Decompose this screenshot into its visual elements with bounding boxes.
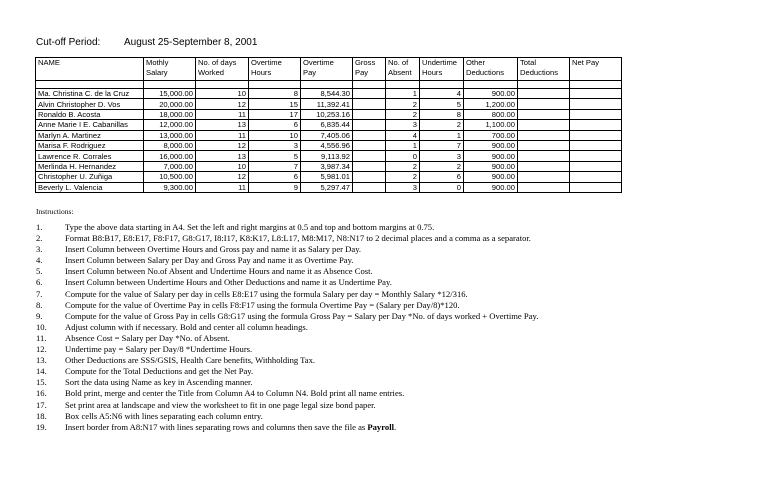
table-cell: 2: [386, 109, 420, 119]
table-cell: [570, 172, 622, 182]
instruction-text: Sort the data using Name as key in Ascending manner.: [65, 377, 253, 388]
table-cell: 4: [420, 89, 464, 99]
table-cell: 3: [386, 120, 420, 130]
instruction-item: [36, 311, 538, 322]
table-cell: 8: [249, 89, 301, 99]
table-cell: [570, 151, 622, 161]
table-cell: 1: [386, 140, 420, 150]
instruction-text: Compute for the value of Salary per day in cells E8:E17 using the formula Salary per day = Monthly Salary *12/316.: [65, 288, 468, 299]
table-cell: 10: [196, 161, 249, 171]
instruction-number: 9.: [36, 310, 43, 321]
instruction-text: Undertime pay = Salary per Day/8 *Undertime Hours.: [65, 344, 253, 355]
table-cell: 20,000.00: [144, 99, 196, 109]
instruction-item: [36, 400, 538, 411]
table-cell: 2: [386, 172, 420, 182]
table-cell: 8,544.30: [301, 89, 353, 99]
table-cell: [353, 182, 386, 192]
instruction-item: [36, 255, 538, 266]
table-cell: [518, 120, 570, 130]
header-other-deductions: Other Deductions: [464, 58, 518, 81]
table-cell: 3: [386, 182, 420, 192]
table-row: [36, 182, 622, 192]
cutoff-period-value: August 25-September 8, 2001: [124, 37, 258, 48]
table-cell: 12: [196, 140, 249, 150]
table-cell: [353, 120, 386, 130]
employee-name-cell: Marisa F. Rodriguez: [36, 140, 144, 150]
table-cell: 6: [249, 172, 301, 182]
empty-cell: [353, 81, 386, 89]
table-cell: [518, 130, 570, 140]
instruction-number: 13.: [36, 355, 47, 366]
instruction-item: [36, 266, 538, 277]
instruction-text: Format B8:B17, E8:E17, F8:F17, G8:G17, I8:I17, K8:K17, L8:L17, M8:M17, N8:N17 to 2 decimal places and a comma as a separator.: [65, 233, 531, 244]
table-cell: 6: [420, 172, 464, 182]
header-total-deductions: Total Deductions: [518, 58, 570, 81]
table-cell: [353, 130, 386, 140]
instruction-text: Compute for the value of Gross Pay in cells G8:G17 using the formula Gross Pay = Salary per Day *No. of days worked + Overtime Pay.: [65, 310, 539, 321]
instruction-item: [36, 300, 538, 311]
instruction-number: 1.: [36, 222, 43, 232]
instruction-item: [36, 333, 538, 344]
instruction-item: [36, 233, 538, 244]
instruction-number: 10.: [36, 321, 47, 332]
table-cell: 900.00: [464, 172, 518, 182]
employee-name-cell: Ronaldo B. Acosta: [36, 109, 144, 119]
instruction-number: 17.: [36, 399, 47, 410]
table-cell: 8,000.00: [144, 140, 196, 150]
table-row: [36, 151, 622, 161]
table-cell: [353, 89, 386, 99]
table-cell: 900.00: [464, 182, 518, 192]
table-cell: 13,000.00: [144, 130, 196, 140]
header-days-worked: No. of days Worked: [196, 58, 249, 81]
table-cell: [518, 161, 570, 171]
instruction-text: Insert border from A8:N17 with lines separating rows and columns then save the file as: [65, 421, 368, 432]
table-cell: 4,556.96: [301, 140, 353, 150]
table-cell: 15: [249, 99, 301, 109]
table-row: [36, 130, 622, 140]
table-row: [36, 140, 622, 150]
instruction-item: [36, 366, 538, 377]
instruction-item: [36, 355, 538, 366]
instructions-title: Instructions:: [36, 207, 74, 216]
table-cell: 0: [386, 151, 420, 161]
instruction-text: Absence Cost = Salary per Day *No. of Absent.: [65, 332, 230, 343]
table-cell: 2: [386, 99, 420, 109]
table-cell: 12: [196, 99, 249, 109]
table-cell: 3: [420, 151, 464, 161]
table-row: [36, 120, 622, 130]
instruction-item: [36, 422, 538, 433]
table-cell: 9,113.92: [301, 151, 353, 161]
instruction-number: 4.: [36, 255, 43, 266]
table-cell: 5: [420, 99, 464, 109]
instruction-text: Compute for the Total Deductions and get the Net Pay.: [65, 366, 254, 377]
employee-name-cell: Lawrence R. Corrales: [36, 151, 144, 161]
table-cell: 11: [196, 109, 249, 119]
instruction-item: [36, 344, 538, 355]
table-cell: 13: [196, 120, 249, 130]
instruction-text: Insert Column between No.of Absent and Undertime Hours and name it as Absence Cost.: [65, 266, 373, 277]
table-cell: 3: [249, 140, 301, 150]
header-name: NAME: [36, 58, 144, 81]
header-overtime-hours: Overtime Hours: [249, 58, 301, 81]
table-cell: [518, 89, 570, 99]
table-cell: 12,000.00: [144, 120, 196, 130]
instruction-end: .: [393, 421, 397, 432]
instruction-text: Compute for the value of Overtime Pay in cells F8:F17 using the formula Overtime Pay = (Salary per Day/8)*120.: [65, 299, 460, 310]
table-cell: 11: [196, 130, 249, 140]
table-cell: 7,000.00: [144, 161, 196, 171]
instruction-number: 12.: [36, 344, 47, 355]
empty-cell: [420, 81, 464, 89]
table-cell: 900.00: [464, 89, 518, 99]
table-cell: 7: [420, 140, 464, 150]
instruction-text: Set print area at landscape and view the worksheet to fit in one page legal size bond paper.: [65, 399, 376, 410]
table-cell: 9,300.00: [144, 182, 196, 192]
table-cell: [570, 120, 622, 130]
table-cell: 900.00: [464, 161, 518, 171]
table-cell: 9: [249, 182, 301, 192]
instruction-number: 6.: [36, 277, 43, 288]
table-cell: [353, 140, 386, 150]
table-cell: 17: [249, 109, 301, 119]
table-cell: 10: [249, 130, 301, 140]
instruction-item: [36, 222, 538, 233]
table-cell: [518, 140, 570, 150]
instruction-number: 2.: [36, 233, 43, 244]
table-cell: 4: [386, 130, 420, 140]
table-cell: [570, 140, 622, 150]
table-cell: 3,987.34: [301, 161, 353, 171]
table-cell: [570, 130, 622, 140]
table-cell: 13: [196, 151, 249, 161]
header-row: [36, 58, 622, 81]
header-gross-pay: Gross Pay: [353, 58, 386, 81]
table-cell: [518, 109, 570, 119]
employee-name-cell: Merlinda H. Hernandez: [36, 161, 144, 171]
table-cell: 10,253.16: [301, 109, 353, 119]
header-overtime-pay: Overtime Pay: [301, 58, 353, 81]
instruction-text: Box cells A5:N6 with lines separating each column entry.: [65, 410, 263, 421]
table-cell: 1,200.00: [464, 99, 518, 109]
header-net-pay: Net Pay: [570, 58, 622, 81]
table-cell: [353, 172, 386, 182]
table-cell: 900.00: [464, 151, 518, 161]
instruction-number: 8.: [36, 299, 43, 310]
instructions-list: [36, 222, 538, 433]
instruction-number: 15.: [36, 377, 47, 388]
table-cell: 10,500.00: [144, 172, 196, 182]
instruction-text: Other Deductions are SSS/GSIS, Health Care benefits, Withholding Tax.: [65, 355, 316, 366]
header-monthly-salary: Mothly Salary: [144, 58, 196, 81]
table-cell: [518, 182, 570, 192]
header-no-of-absent: No. of Absent: [386, 58, 420, 81]
cutoff-period-label: Cut-off Period:: [36, 37, 101, 48]
table-cell: 18,000.00: [144, 109, 196, 119]
table-cell: 2: [420, 120, 464, 130]
table-cell: 700.00: [464, 130, 518, 140]
employee-name-cell: Christopher U. Zuñiga: [36, 172, 144, 182]
empty-cell: [249, 81, 301, 89]
instruction-number: 14.: [36, 366, 47, 377]
table-row: [36, 161, 622, 171]
table-cell: 0: [420, 182, 464, 192]
table-cell: 1: [386, 89, 420, 99]
empty-cell: [570, 81, 622, 89]
instruction-number: 19.: [36, 421, 47, 432]
table-cell: [570, 182, 622, 192]
table-cell: 8: [420, 109, 464, 119]
employee-name-cell: Beverly L. Valencia: [36, 182, 144, 192]
instruction-item: [36, 377, 538, 388]
table-cell: [518, 172, 570, 182]
table-cell: 5,981.01: [301, 172, 353, 182]
instruction-number: 3.: [36, 244, 43, 255]
employee-name-cell: Alvin Christopher D. Vos: [36, 99, 144, 109]
instruction-number: 7.: [36, 288, 43, 299]
table-cell: 15,000.00: [144, 89, 196, 99]
table-cell: 5: [249, 151, 301, 161]
empty-cell: [386, 81, 420, 89]
instruction-item: [36, 244, 538, 255]
instruction-item: [36, 411, 538, 422]
empty-cell: [196, 81, 249, 89]
table-cell: [353, 99, 386, 109]
table-cell: 7,405.06: [301, 130, 353, 140]
spacer-row: [36, 81, 622, 89]
cutoff-period: [36, 37, 257, 48]
payroll-table: [35, 57, 622, 193]
table-cell: 1: [420, 130, 464, 140]
instruction-text: Insert Column between Salary per Day and Gross Pay and name it as Overtime Pay.: [65, 255, 354, 266]
table-cell: 900.00: [464, 140, 518, 150]
instruction-text: Insert Column between Overtime Hours and Gross pay and name it as Salary per Day.: [65, 244, 362, 255]
header-undertime-hours: Undertime Hours: [420, 58, 464, 81]
instruction-number: 18.: [36, 410, 47, 421]
table-cell: [518, 151, 570, 161]
empty-cell: [36, 81, 144, 89]
table-row: [36, 99, 622, 109]
table-cell: 800.00: [464, 109, 518, 119]
table-cell: 7: [249, 161, 301, 171]
employee-name-cell: Marlyn A. Martinez: [36, 130, 144, 140]
instruction-number: 11.: [36, 332, 47, 343]
table-cell: 2: [386, 161, 420, 171]
empty-cell: [464, 81, 518, 89]
instruction-item: [36, 322, 538, 333]
instruction-item: [36, 388, 538, 399]
table-cell: [570, 99, 622, 109]
instruction-text: Type the above data starting in A4. Set the left and right margins at 0.5 and top and bottom margins at 0.75.: [65, 222, 435, 232]
table-row: [36, 109, 622, 119]
table-cell: [353, 109, 386, 119]
table-cell: 16,000.00: [144, 151, 196, 161]
table-cell: [570, 89, 622, 99]
table-cell: [353, 161, 386, 171]
instruction-text: Insert Column between Undertime Hours and Other Deductions and name it as Undertime Pay.: [65, 277, 392, 288]
table-cell: 11: [196, 182, 249, 192]
employee-name-cell: Anne Marie I E. Cabanillas: [36, 120, 144, 130]
empty-cell: [301, 81, 353, 89]
empty-cell: [518, 81, 570, 89]
table-cell: 12: [196, 172, 249, 182]
table-cell: [570, 161, 622, 171]
instruction-text: Adjust column with if necessary. Bold and center all column headings.: [65, 321, 308, 332]
instruction-number: 5.: [36, 266, 43, 277]
instruction-item: [36, 277, 538, 288]
table-row: [36, 89, 622, 99]
table-cell: [570, 109, 622, 119]
table-cell: [518, 99, 570, 109]
instruction-item: [36, 289, 538, 300]
table-cell: 1,100.00: [464, 120, 518, 130]
table-cell: 11,392.41: [301, 99, 353, 109]
table-cell: 10: [196, 89, 249, 99]
table-cell: 5,297.47: [301, 182, 353, 192]
table-cell: 6,835.44: [301, 120, 353, 130]
empty-cell: [144, 81, 196, 89]
table-row: [36, 172, 622, 182]
instruction-text: Bold print, merge and center the Title from Column A4 to Column N4. Bold print all name entries.: [65, 388, 405, 399]
table-cell: [353, 151, 386, 161]
file-name: Payroll: [367, 421, 394, 432]
instruction-number: 16.: [36, 388, 47, 399]
table-cell: 6: [249, 120, 301, 130]
table-cell: 2: [420, 161, 464, 171]
employee-name-cell: Ma. Christina C. de la Cruz: [36, 89, 144, 99]
